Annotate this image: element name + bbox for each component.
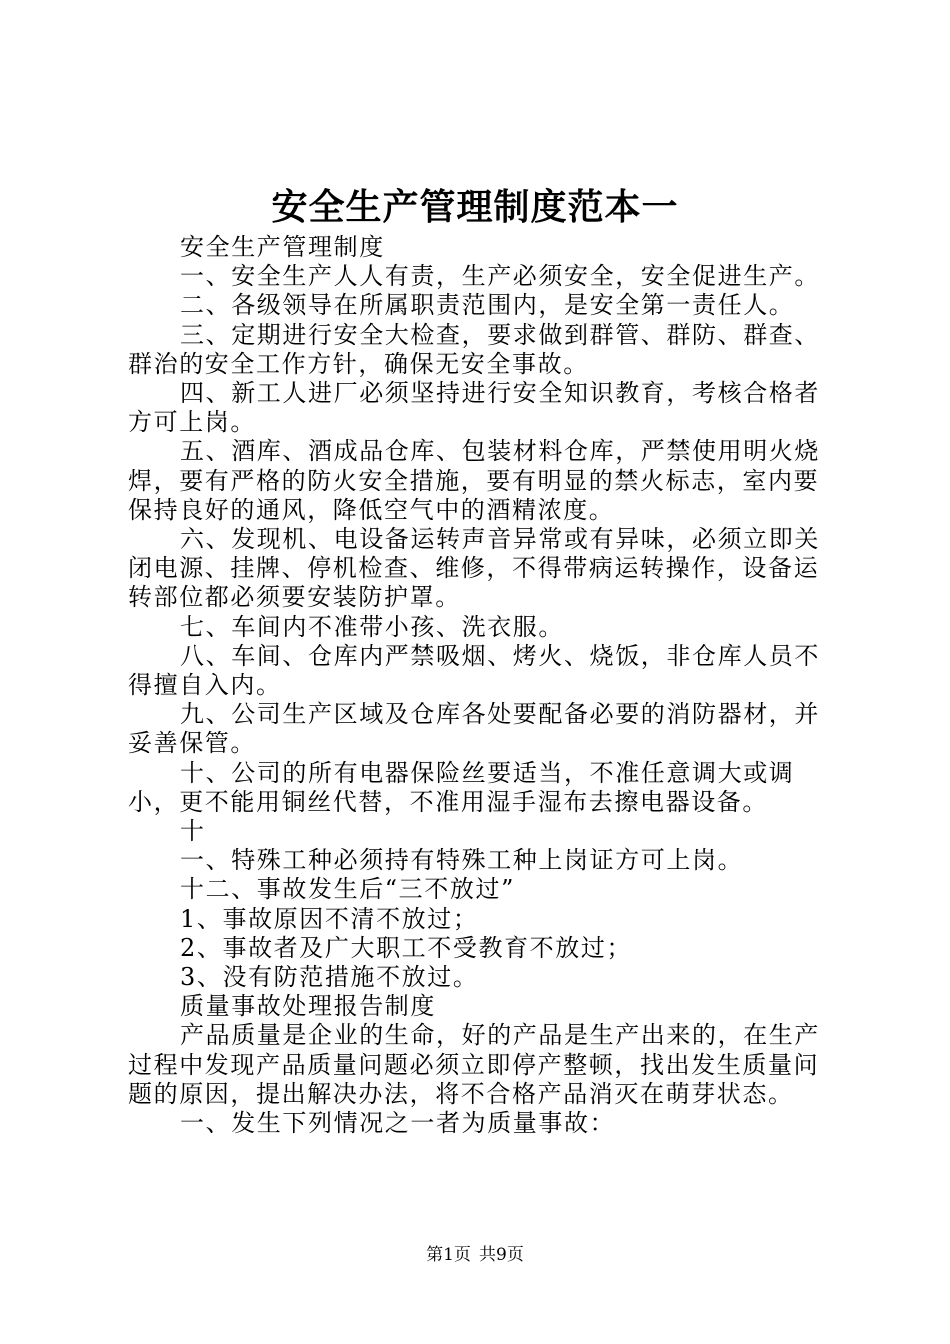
paragraph: 九、公司生产区域及仓库各处要配备必要的消防器材，并妥善保管。 [128,700,820,758]
document-title: 安全生产管理制度范本一 [271,186,679,228]
paragraph: 二、各级领导在所属职责范围内，是安全第一责任人。 [180,291,795,320]
paragraph: 安全生产管理制度 [180,233,385,261]
paragraph: 四、新工人进厂必须坚持进行安全知识教育，考核合格者方可上岗。 [128,379,820,437]
paragraph: 六、发现机、电设备运转声音异常或有异味，必须立即关闭电源、挂牌、停机检查、维修，不得带病运转操作，设备运转部位都必须要安装防护罩。 [128,525,820,612]
paragraph: 五、酒库、酒成品仓库、包装材料仓库，严禁使用明火烧焊，要有严格的防火安全措施，要有明显的禁火标志，室内要保持良好的通风，降低空气中的酒精浓度。 [128,437,820,524]
paragraph: 2、事故者及广大职工不受教育不放过； [180,933,633,962]
paragraph: 一、安全生产人人有责，生产必须安全，安全促进生产。 [180,262,820,291]
paragraph: 一、发生下列情况之一者为质量事故： [180,1109,616,1138]
paragraph: 七、车间内不准带小孩、洗衣服。 [180,612,564,641]
page-number: 第1页 [426,1245,471,1265]
paragraph: 产品质量是企业的生命，好的产品是生产出来的，在生产过程中发现产品质量问题必须立即停产整顿，找出发生质量问题的原因，提出解决办法，将不合格产品消灭在萌芽状态。 [128,1021,820,1108]
paragraph: 十、公司的所有电器保险丝要适当，不准任意调大或调小，更不能用铜丝代替，不准用湿手湿布去擦电器设备。 [128,758,795,816]
document-body [128,233,834,1138]
paragraph: 1、事故原因不清不放过； [180,904,479,933]
paragraph: 一、特殊工种必须持有特殊工种上岗证方可上岗。 [180,846,744,875]
paragraph: 三、定期进行安全大检查，要求做到群管、群防、群查、群治的安全工作方针，确保无安全事故。 [128,320,820,378]
paragraph: 十二、事故发生后“三不放过” [180,875,515,904]
paragraph: 3、没有防范措施不放过。 [180,963,479,992]
paragraph: 十 [180,817,206,846]
page-footer [0,1243,950,1267]
paragraph: 质量事故处理报告制度 [180,992,436,1021]
paragraph: 八、车间、仓库内严禁吸烟、烤火、烧饭，非仓库人员不得擅自入内。 [128,641,820,700]
page-total: 共9页 [479,1245,524,1265]
